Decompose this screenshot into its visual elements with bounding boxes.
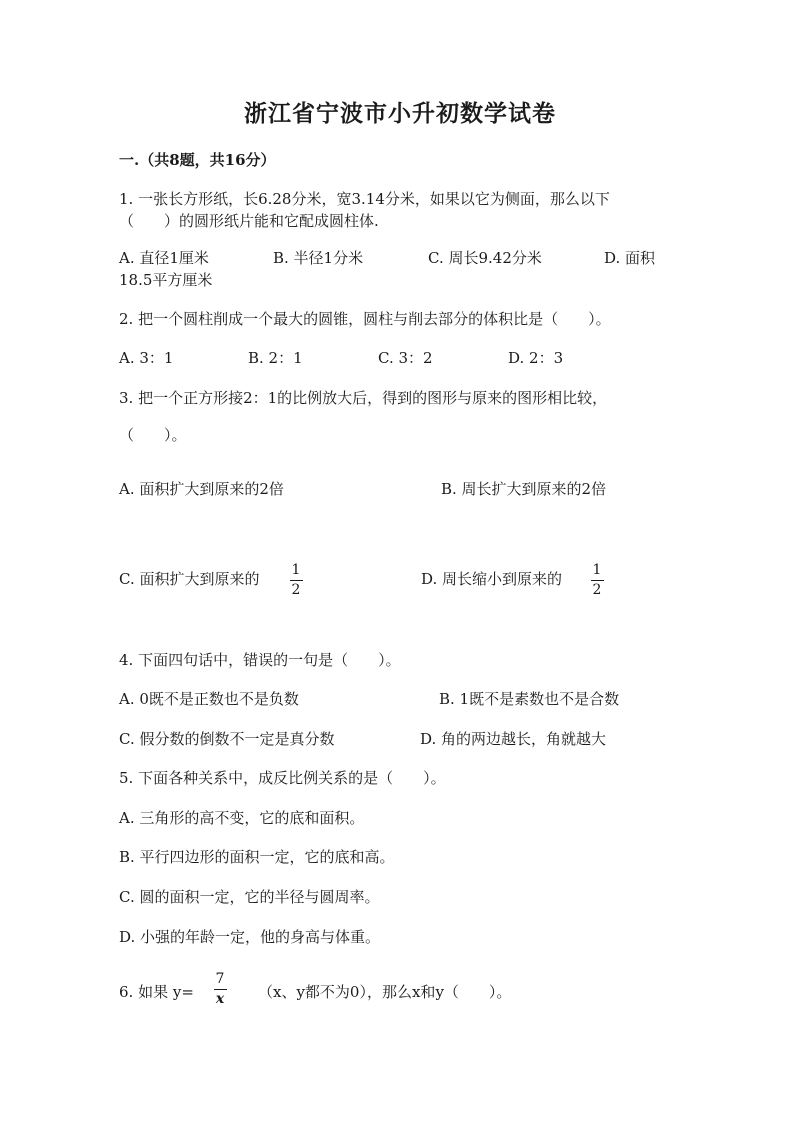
question-4-option-c: C. 假分数的倒数不一定是真分数 bbox=[119, 730, 335, 748]
question-2-option-c: C. 3：2 bbox=[378, 349, 433, 367]
question-2-option-b: B. 2：1 bbox=[248, 349, 303, 367]
fraction-seven-over-x bbox=[212, 972, 228, 1007]
question-3-text-cont: （ ）。 bbox=[119, 426, 187, 444]
question-4-text: 4. 下面四句话中，错误的一句是（ ）。 bbox=[119, 651, 401, 669]
question-5-option-c: C. 圆的面积一定，它的半径与圆周率。 bbox=[119, 888, 380, 906]
fraction-numerator: 1 bbox=[291, 562, 301, 578]
fraction-numerator: 1 bbox=[592, 562, 602, 578]
question-6-text-cont: （x、y都不为0），那么x和y（ ）。 bbox=[258, 983, 512, 1001]
question-4-option-b: B. 1既不是素数也不是合数 bbox=[439, 690, 620, 708]
fraction-bar bbox=[591, 580, 604, 581]
question-1-text-cont: （ ）的圆形纸片能和它配成圆柱体. bbox=[119, 212, 379, 230]
fraction-denominator: x bbox=[215, 991, 225, 1007]
fraction-one-half bbox=[288, 563, 304, 598]
question-3-text: 3. 把一个正方形接2：1的比例放大后，得到的图形与原来的图形相比较， bbox=[119, 389, 608, 407]
question-1-option-b: B. 半径1分米 bbox=[273, 249, 364, 267]
question-3-option-d: D. 周长缩小到原来的 bbox=[421, 570, 563, 588]
fraction-bar bbox=[290, 580, 303, 581]
section-heading: 一.（共8题，共16分） bbox=[119, 151, 276, 169]
fraction-numerator: 7 bbox=[215, 971, 225, 987]
question-1-text: 1. 一张长方形纸，长6.28分米，宽3.14分米，如果以它为侧面，那么以下 bbox=[119, 190, 610, 208]
question-2-text: 2. 把一个圆柱削成一个最大的圆锥，圆柱与削去部分的体积比是（ ）。 bbox=[119, 310, 611, 328]
question-1-option-d-cont: 18.5平方厘米 bbox=[119, 271, 213, 289]
page-title: 浙江省宁波市小升初数学试卷 bbox=[244, 100, 556, 127]
fraction-denominator: 2 bbox=[291, 582, 301, 598]
question-6-text: 6. 如果 y= bbox=[119, 983, 194, 1001]
question-5-option-d: D. 小强的年龄一定，他的身高与体重。 bbox=[119, 928, 381, 946]
question-2-option-a: A. 3：1 bbox=[119, 349, 174, 367]
question-5-text: 5. 下面各种关系中，成反比例关系的是（ ）。 bbox=[119, 769, 446, 787]
question-5-option-a: A. 三角形的高不变，它的底和面积。 bbox=[119, 809, 365, 827]
question-3-option-a: A. 面积扩大到原来的2倍 bbox=[119, 480, 284, 498]
question-3-option-b: B. 周长扩大到原来的2倍 bbox=[441, 480, 607, 498]
question-2-option-d: D. 2：3 bbox=[508, 349, 564, 367]
question-1-option-a: A. 直径1厘米 bbox=[119, 249, 209, 267]
fraction-denominator: 2 bbox=[592, 582, 602, 598]
question-4-option-d: D. 角的两边越长，角就越大 bbox=[420, 730, 607, 748]
fraction-one-half bbox=[589, 563, 605, 598]
question-1-option-c: C. 周长9.42分米 bbox=[428, 249, 542, 267]
fraction-bar bbox=[214, 989, 227, 990]
question-5-option-b: B. 平行四边形的面积一定，它的底和高。 bbox=[119, 848, 395, 866]
question-1-option-d: D. 面积 bbox=[604, 249, 656, 267]
question-3-option-c: C. 面积扩大到原来的 bbox=[119, 570, 260, 588]
question-4-option-a: A. 0既不是正数也不是负数 bbox=[119, 690, 299, 708]
